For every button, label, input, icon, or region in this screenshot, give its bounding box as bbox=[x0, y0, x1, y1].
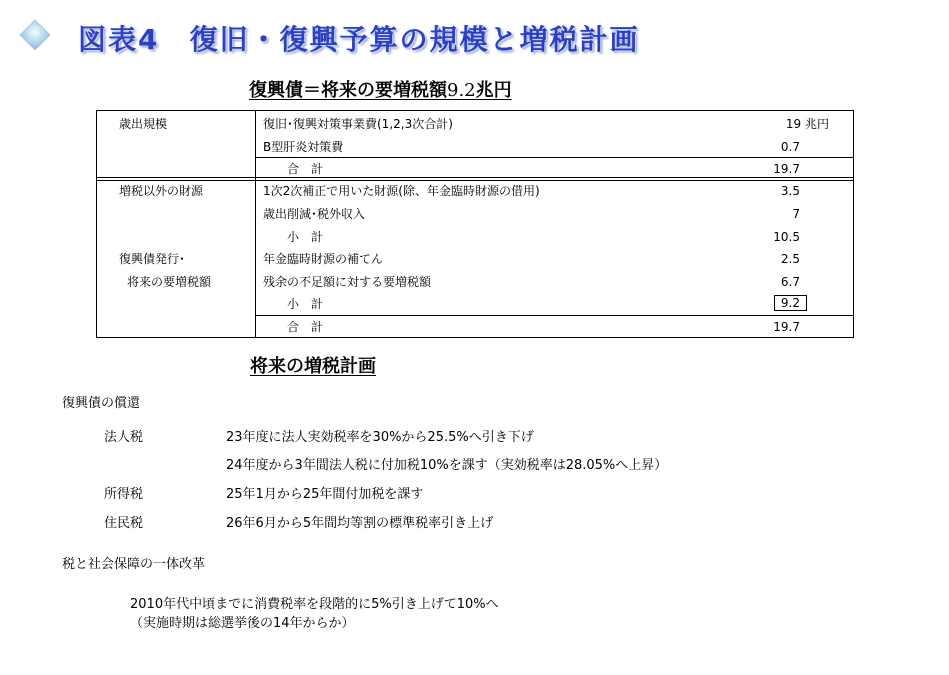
table-row-item: 復旧･復興対策事業費(1,2,3次合計) bbox=[263, 117, 453, 131]
table-row-value: 0.7 bbox=[780, 140, 800, 154]
budget-heading bbox=[249, 76, 512, 102]
section-label-expenditure: 歳出規模 bbox=[119, 117, 168, 131]
total-value: 19.7 bbox=[773, 162, 800, 176]
tax-plan-line: 24年度から3年間法人税に付加税10%を課す（実効税率は28.05%へ上昇） bbox=[226, 458, 668, 473]
budget-heading-text: 復興債＝将来の要増税額 bbox=[249, 80, 447, 101]
table-column-divider bbox=[255, 111, 256, 337]
table-row-value: 19 兆円 bbox=[785, 117, 829, 131]
tax-name-resident: 住民税 bbox=[104, 516, 144, 531]
diamond-bullet-icon bbox=[19, 19, 50, 50]
table-row-value: 2.5 bbox=[780, 252, 800, 266]
row-divider bbox=[255, 315, 853, 316]
table-row-item: 歳出削減･税外収入 bbox=[263, 207, 366, 221]
table-row-item: 1次2次補正で用いた財源(除、年金臨時財源の借用) bbox=[263, 184, 540, 198]
tax-plan-line: 23年度に法人実効税率を30%から25.5%へ引き下げ bbox=[226, 430, 534, 445]
section-label-other-revenue: 増税以外の財源 bbox=[119, 184, 204, 198]
page-title: 図表4 復旧・復興予算の規模と増税計画 bbox=[78, 23, 640, 56]
subtotal-label: 小 計 bbox=[287, 230, 324, 244]
plan-heading: 将来の増税計画 bbox=[250, 356, 376, 377]
section-title-bond-repayment: 復興債の償還 bbox=[62, 396, 141, 411]
table-row-value: 7 bbox=[792, 207, 800, 221]
total-label: 合 計 bbox=[287, 320, 324, 334]
budget-heading-number: 9.2 bbox=[447, 80, 476, 101]
tax-plan-line: 25年1月から25年間付加税を課す bbox=[226, 487, 424, 502]
section-divider bbox=[97, 180, 853, 181]
total-value: 19.7 bbox=[773, 320, 800, 334]
table-row-item: 残余の不足額に対する要増税額 bbox=[263, 275, 432, 289]
total-label: 合 計 bbox=[287, 162, 324, 176]
table-row-value: 3.5 bbox=[780, 184, 800, 198]
tax-plan-line: 26年6月から5年間均等割の標準税率引き上げ bbox=[226, 516, 494, 531]
section-divider bbox=[97, 177, 853, 178]
subtotal-label: 小 計 bbox=[287, 297, 324, 311]
highlighted-subtotal-value: 9.2 bbox=[774, 295, 807, 311]
section-title-reform: 税と社会保障の一体改革 bbox=[62, 557, 206, 572]
section-label-future-tax: 将来の要増税額 bbox=[127, 275, 212, 289]
row-divider bbox=[255, 157, 853, 158]
section-label-bond-issue: 復興債発行･ bbox=[119, 252, 186, 266]
subtotal-value: 10.5 bbox=[773, 230, 800, 244]
table-row-item: 年金臨時財源の補てん bbox=[263, 252, 384, 266]
budget-table bbox=[96, 110, 854, 338]
table-row-item: B型肝炎対策費 bbox=[263, 140, 344, 154]
reform-line: 2010年代中頃までに消費税率を段階的に5%引き上げて10%へ bbox=[130, 597, 499, 612]
tax-name-corporate: 法人税 bbox=[104, 430, 144, 445]
reform-line: （実施時期は総選挙後の14年からか） bbox=[130, 616, 355, 631]
tax-name-income: 所得税 bbox=[104, 487, 144, 502]
table-row-value: 6.7 bbox=[780, 275, 800, 289]
budget-heading-unit: 兆円 bbox=[475, 80, 512, 101]
